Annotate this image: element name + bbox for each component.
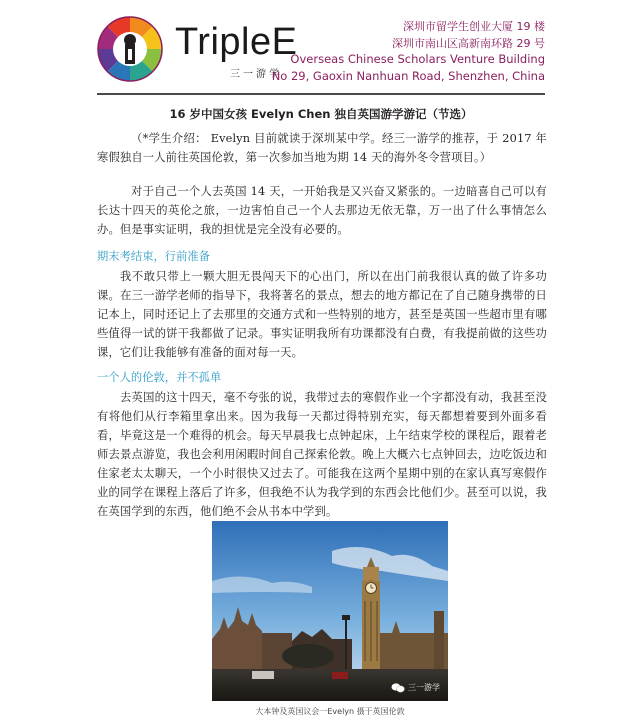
article-title: 16 岁中国女孩 Evelyn Chen 独自英国游学游记（节选）	[169, 107, 473, 121]
wechat-icon	[391, 683, 405, 693]
big-ben-photo	[212, 521, 448, 701]
watermark-text: 三一游学	[408, 683, 440, 692]
address-en-line-1: Overseas Chinese Scholars Venture Building	[290, 52, 545, 66]
intro-paragraph: （*学生介绍： Evelyn 目前就读于深圳某中学。经三一游学的推荐，于 2017 年寒假独自一人前往英国伦敦，第一次参加当地为期 14 天的海外冬令营项目。）	[97, 132, 547, 164]
brand-subtitle: 三一游学	[230, 69, 282, 80]
address-cn-line-2: 深圳市南山区高新南环路 29 号	[392, 37, 545, 50]
tripleE-logo	[97, 16, 163, 82]
address-cn-line-1: 深圳市留学生创业大厦 19 楼	[403, 20, 545, 33]
section-heading-london: 一个人的伦敦，并不孤单	[97, 371, 222, 384]
photo-caption: 大本钟及英国议会一Evelyn 摄于英国伦敦	[255, 707, 405, 716]
brand-name: TripleE	[175, 21, 298, 63]
photo-watermark	[391, 682, 440, 693]
london-paragraph: 去英国的这十四天，毫不夸张的说，我带过去的寒假作业一个字都没有动，我甚至没有将他们从行李箱里拿出来。因为我每一天都过得特别充实，每天都想着要到外面多看看，毕竟这是一个难得的机会。每天早晨我七点钟起床，上午结束学校的课程后，跟着老师去景点游览，我也会利用闲暇时间自己探索伦敦。晚上大概六七点钟回去，边吃饭边和住家老太太聊天，一个小时很快又过去了。可能我在这两个星期中别的在家认真写寒假作业的同学在课程上落后了许多，但我绝不认为我学到的东西会比他们少。甚至可以说，我在英国学到的东西，他们绝不会从书本中学到。	[97, 391, 547, 518]
preparation-paragraph: 我不敢只带上一颗大胆无畏闯天下的心出门，所以在出门前我很认真的做了许多功课。在三一游学老师的指导下，我将著名的景点，想去的地方都记在了自己随身携带的日记本上，同时还记上了去那里的交通方式和一些特别的地方，甚至是英国一些超市里有哪些值得一试的饼干我都做了记录。事实证明我所有功课都没有白费，有我提前做的这些功课，它们让我能够有准备的面对每一天。	[97, 270, 547, 359]
address-en-line-2: No 29, Gaoxin Nanhuan Road, Shenzhen, China	[271, 69, 545, 83]
section-heading-preparation: 期末考结束，行前准备	[97, 250, 210, 263]
header-divider	[97, 93, 545, 95]
opening-paragraph: 对于自己一个人去英国 14 天，一开始我是又兴奋又紧张的。一边暗喜自己可以有长达十四天的英伦之旅，一边害怕自己一个人去那边无依无靠，万一出了什么事情怎么办。但是事实证明，我的担忧是完全没有必要的。	[97, 185, 547, 236]
